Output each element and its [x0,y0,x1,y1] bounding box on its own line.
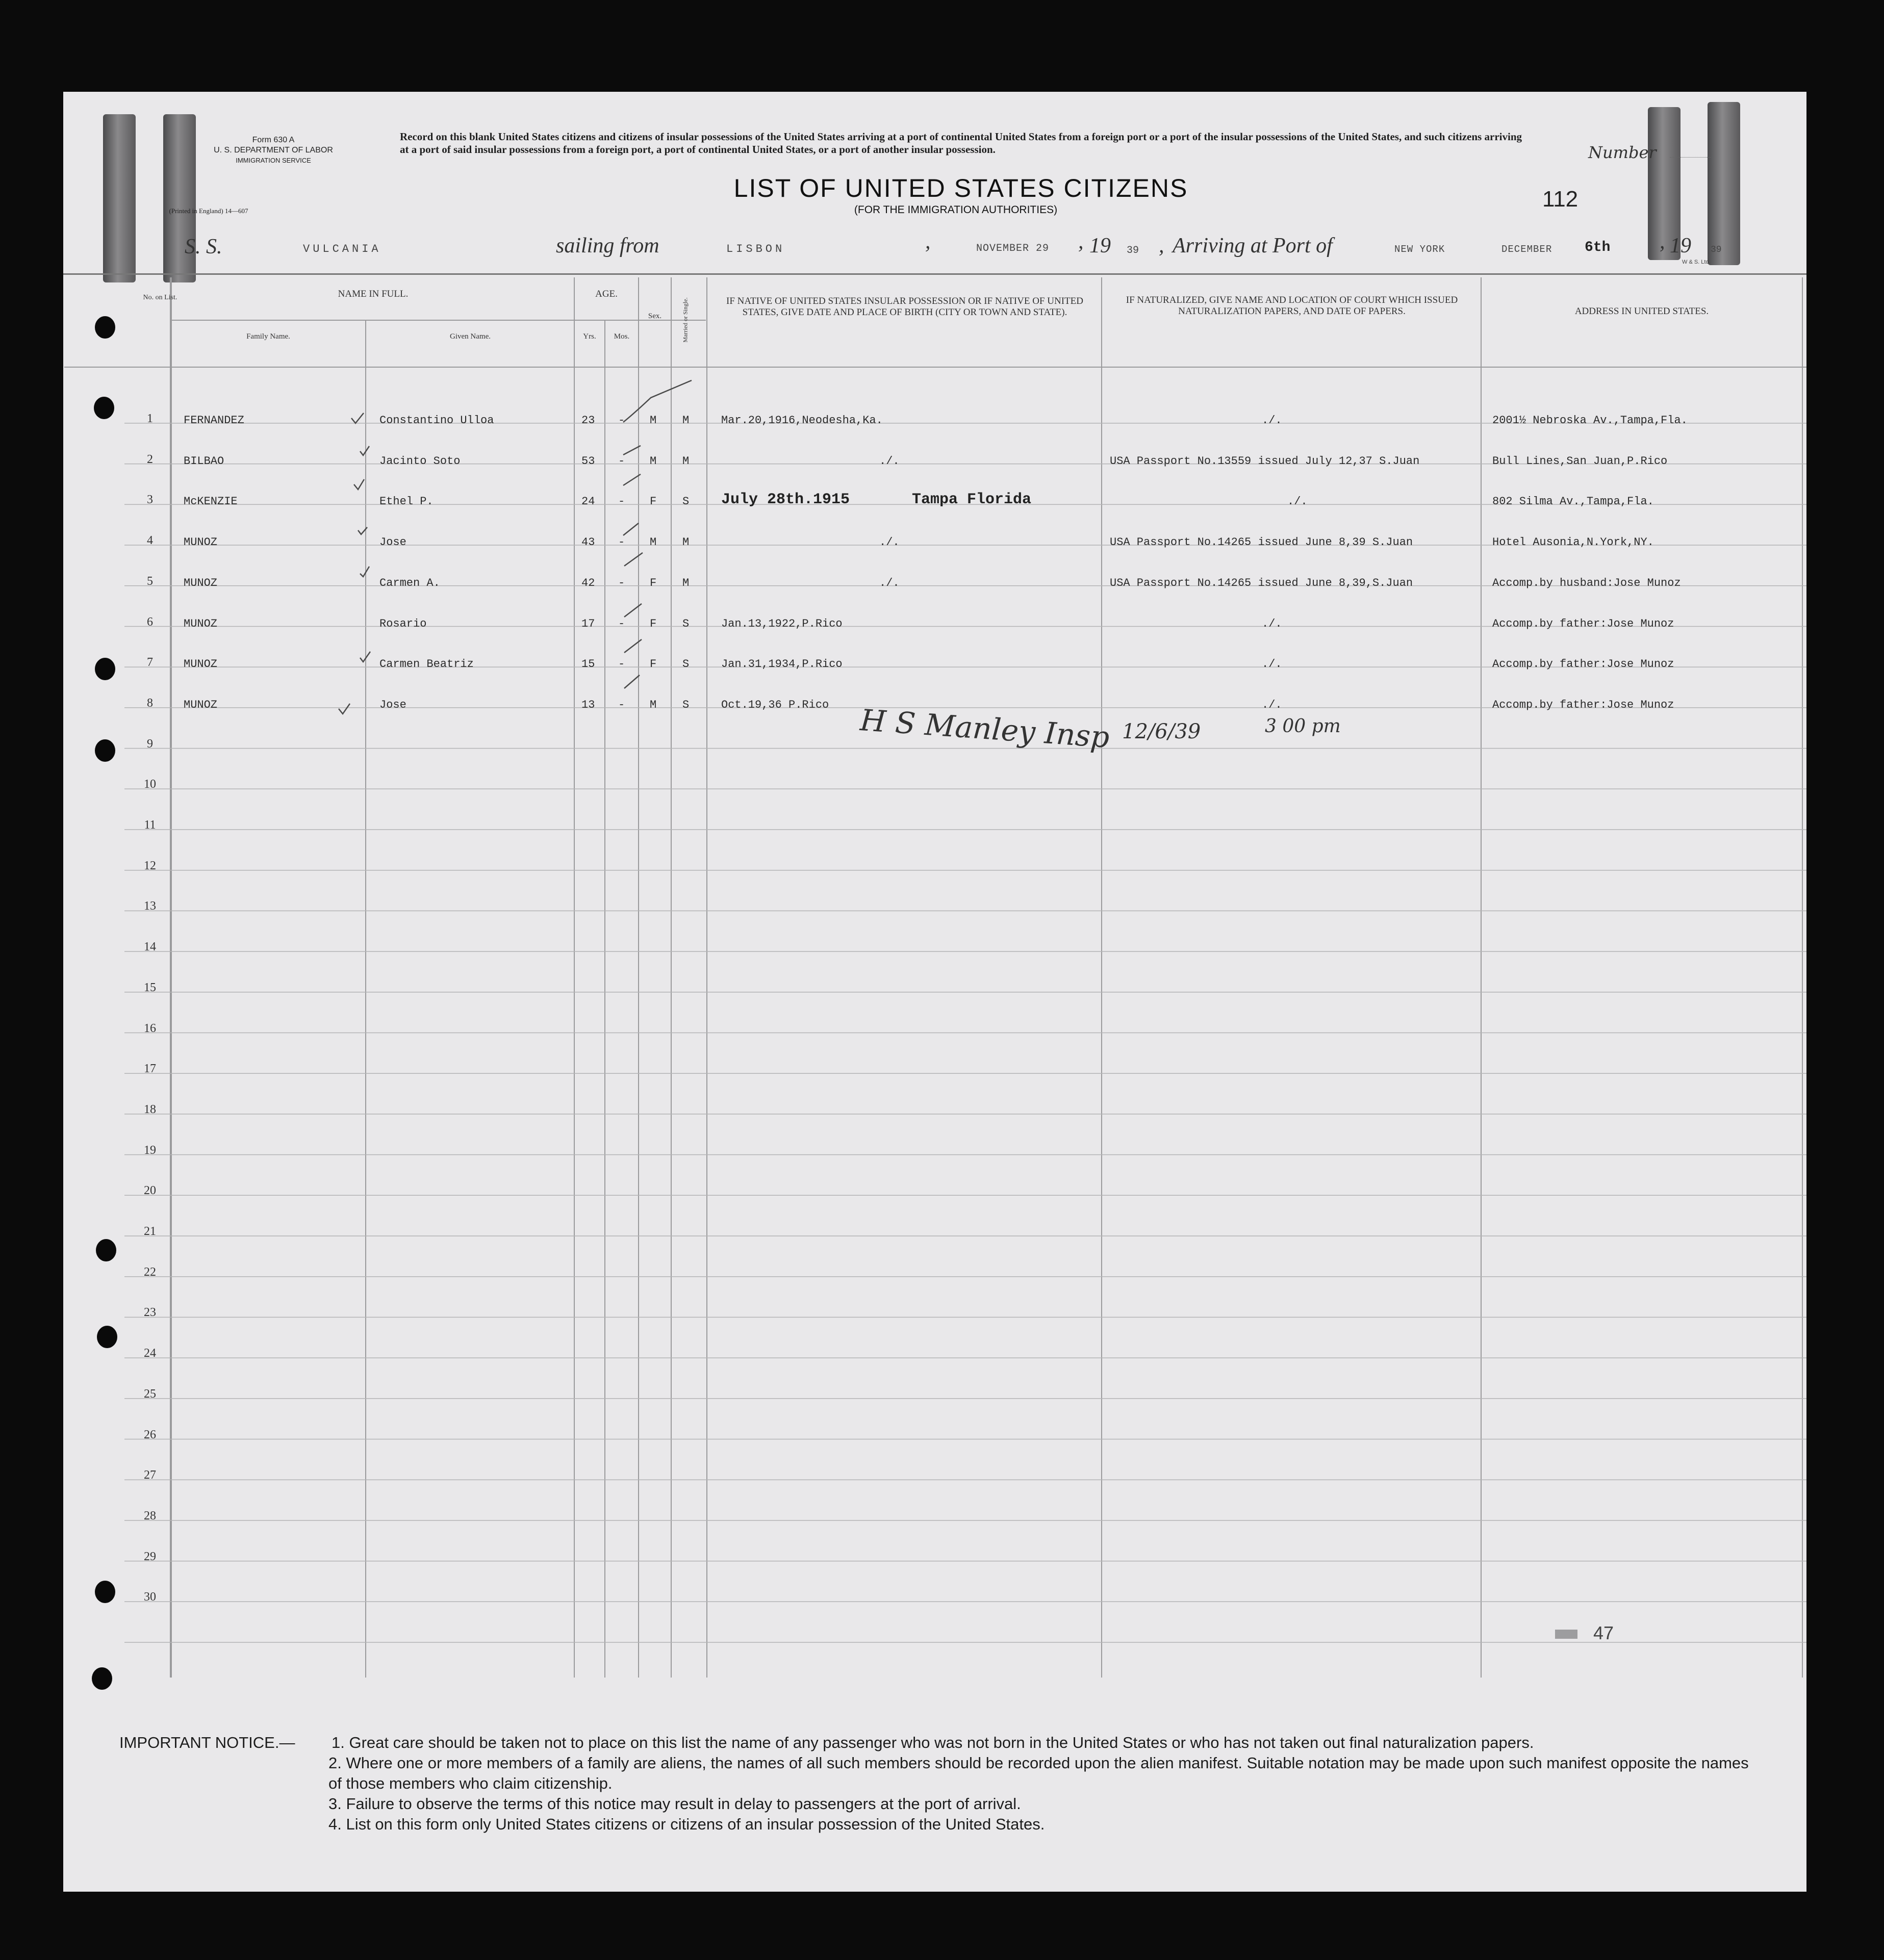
notice-item-2: 2. Where one or more members of a family are aliens, the names of all such members should be recorded upon the alien manifest. Suitable notation may be made upon such manifest opposite the names of those members who claim citizenship. [328,1754,1749,1792]
cell-given: Carmen Beatriz [379,658,474,671]
cell-mos: - [618,414,625,427]
cell-native: Oct.19,36 P.Rico [721,698,829,711]
port-from: LISBON [726,243,785,255]
cell-yrs: 23 [581,414,595,427]
row-number: 23 [144,1306,156,1320]
cell-natur: ./. [1262,414,1282,427]
binder-hole [95,658,115,680]
cell-native: Jan.31,1934,P.Rico [721,658,843,671]
row-number: 10 [144,778,156,791]
row-number: 24 [144,1347,156,1360]
comma-3: , [1660,230,1665,253]
row-number: 20 [144,1184,156,1198]
cell-given: Rosario [379,617,427,630]
form-number: Form 630 A [252,136,295,144]
arrival-month: DECEMBER [1501,244,1552,255]
notice-heading: IMPORTANT NOTICE.— [119,1734,295,1751]
cell-native-place: Tampa Florida [912,491,1032,509]
ss-label: S. S. [185,235,222,259]
cell-yrs: 42 [581,576,595,589]
cell-sex: M [650,698,657,711]
row-number: 18 [144,1102,156,1116]
col-age: AGE. [595,289,618,299]
cell-yrs: 13 [581,698,595,711]
binder-hole [95,739,115,762]
row-number: 11 [144,818,156,832]
binder-hole [92,1667,112,1690]
row-number: 5 [147,574,153,588]
cell-family: MUNOZ [184,658,218,671]
cell-mos: - [618,454,625,468]
page-title: LIST OF UNITED STATES CITIZENS [733,174,1188,202]
row-number: 4 [147,534,153,548]
row-number: 16 [144,1021,156,1035]
cell-given: Constantino Ulloa [379,414,494,427]
cell-given: Carmen A. [379,576,440,589]
intro-text: Record on this blank United States citizens and citizens of insular possessions of the United States arriving at a port of continental United States from a foreign port or a port of the insular possessions of the United States, and such citizens arriving at a port of said insular possessions from a foreign port, a port of continental United States, or a port of another insular possession. [400,131,1522,156]
binder-hole [95,316,115,339]
row-number: 13 [144,899,156,913]
cell-mos: - [618,536,625,549]
binder-hole [95,1581,115,1603]
cell-mos: - [618,495,625,508]
ship-name: VULCANIA [303,243,381,255]
cell-address: Accomp.by father:Jose Munoz [1492,658,1674,671]
manifest-sheet [63,92,1806,1892]
comma-1: , [925,230,931,253]
inspector-signature: H S Manley Insp [859,703,1111,755]
row-number: 14 [144,940,156,954]
cell-native: ./. [879,536,900,549]
row-number: 30 [144,1590,156,1604]
cell-ms: S [682,495,690,508]
cell-given: Jacinto Soto [379,454,461,468]
cell-address: 2001½ Nebroska Av.,Tampa,Fla. [1492,414,1688,427]
row-number: 12 [144,859,156,872]
cell-sex: F [650,658,657,671]
year-prefix-1: 19 [1089,234,1111,257]
binder-hole [97,1326,117,1348]
cell-address: Accomp.by husband:Jose Munoz [1492,576,1681,589]
cell-ms: M [682,536,690,549]
col-native: IF NATIVE OF UNITED STATES INSULAR POSSESSION OR IF NATIVE OF UNITED STATES, GIVE DATE AND PLACE OF BIRTH (CITY OR TOWN AND STATE). [726,296,1083,318]
cell-mos: - [618,698,625,711]
cell-sex: M [650,536,657,549]
col-given-name: Given Name. [450,332,491,341]
cell-ms: S [682,658,690,671]
cell-mos: - [618,576,625,589]
col-no: No. on List. [143,294,177,301]
cell-yrs: 43 [581,536,595,549]
row-number: 1 [147,412,153,425]
row-number: 8 [147,696,153,710]
arrival-port: NEW YORK [1394,244,1445,255]
row-number: 25 [144,1387,156,1401]
cell-natur: USA Passport No.14265 issued June 8,39,S.Juan [1110,576,1413,589]
row-number: 29 [144,1550,156,1563]
cell-ms: S [682,617,690,630]
cell-yrs: 53 [581,454,595,468]
cell-family: FERNANDEZ [184,414,244,427]
row-number: 3 [147,493,153,507]
cell-ms: M [682,576,690,589]
cell-family: MUNOZ [184,617,218,630]
comma-2: , [1078,230,1084,253]
binder-hole [96,1239,116,1261]
check-marks [63,92,1806,1892]
cell-sex: M [650,454,657,468]
cell-yrs: 17 [581,617,595,630]
arrival-day: 6th [1585,240,1611,255]
cell-ms: M [682,454,690,468]
row-number: 2 [147,452,153,466]
cell-given: Jose [379,536,406,549]
col-address: ADDRESS IN UNITED STATES. [1574,306,1709,317]
cell-address: Accomp.by father:Jose Munoz [1492,617,1674,630]
col-mos: Mos. [614,332,630,341]
cell-native: Jan.13,1922,P.Rico [721,617,843,630]
year-prefix-2: 19 [1670,234,1691,257]
cell-family: BILBAO [184,454,224,468]
col-name-in-full: NAME IN FULL. [338,289,409,299]
list-number: 112 [1542,187,1579,212]
number-label: Number [1588,143,1657,162]
cell-natur: ./. [1262,698,1282,711]
cell-natur: ./. [1287,495,1308,508]
cell-given: Ethel P. [379,495,434,508]
row-number: 19 [144,1143,156,1157]
cell-address: Bull Lines,San Juan,P.Rico [1492,454,1668,468]
row-number: 7 [147,656,153,669]
cell-natur: USA Passport No.14265 issued June 8,39 S.Juan [1110,536,1413,549]
notice-item-4: 4. List on this form only United States citizens or citizens of an insular possession of the United States. [328,1815,1045,1833]
row-number: 9 [147,737,153,751]
col-naturalized: IF NATURALIZED, GIVE NAME AND LOCATION OF COURT WHICH ISSUED NATURALIZATION PAPERS, AND DATE OF PAPERS. [1126,295,1458,317]
cell-given: Jose [379,698,406,711]
service: IMMIGRATION SERVICE [236,157,311,164]
row-number: 17 [144,1062,156,1076]
cell-natur: USA Passport No.13559 issued July 12,37 S.Juan [1110,454,1420,468]
row-number: 27 [144,1468,156,1482]
notice-item-1: 1. Great care should be taken not to place on this list the name of any passenger who was not born in the United States or who has not taken out final naturalization papers. [332,1734,1534,1751]
notice-item-3: 3. Failure to observe the terms of this notice may result in delay to passengers at the port of arrival. [328,1795,1021,1813]
signature-time: 3 00 pm [1265,716,1341,737]
printer-mark: W & S. Ltd. [1682,259,1711,265]
col-family-name: Family Name. [246,332,290,341]
cell-mos: - [618,617,625,630]
cell-family: MUNOZ [184,536,218,549]
binder-hole [94,397,114,419]
cell-address: Accomp.by father:Jose Munoz [1492,698,1674,711]
cell-ms: M [682,414,690,427]
cell-family: MUNOZ [184,698,218,711]
col-sex: Sex. [648,312,662,320]
cell-yrs: 15 [581,658,595,671]
bottom-mark: 47 [1593,1622,1614,1643]
cell-native: ./. [879,454,900,468]
cell-address: Hotel Ausonia,N.York,NY. [1492,536,1654,549]
cell-sex: M [650,414,657,427]
cell-sex: F [650,495,657,508]
cell-sex: F [650,617,657,630]
row-number: 6 [147,615,153,629]
row-number: 28 [144,1509,156,1523]
cell-native: ./. [879,576,900,589]
printed-note: (Printed in England) 14—607 [169,207,248,215]
cell-natur: ./. [1262,617,1282,630]
col-married-single: Married or Single. [681,297,689,343]
col-yrs: Yrs. [583,332,596,341]
cell-natur: ./. [1262,658,1282,671]
arrival-year: 39 [1711,245,1722,255]
cell-native: July 28th.1915 [721,491,850,509]
cell-family: MUNOZ [184,576,218,589]
row-number: 22 [144,1265,156,1279]
sailing-from-label: sailing from [556,234,659,257]
arriving-label: Arriving at Port of [1173,234,1333,257]
arriving-label-comma: , [1159,234,1164,257]
page-subtitle: (FOR THE IMMIGRATION AUTHORITIES) [854,204,1058,216]
cell-mos: - [618,658,625,671]
cell-sex: F [650,576,657,589]
cell-native: Mar.20,1916,Neodesha,Ka. [721,414,883,427]
signature-date: 12/6/39 [1122,720,1201,743]
department: U. S. DEPARTMENT OF LABOR [214,146,333,154]
cell-ms: S [682,698,690,711]
row-number: 26 [144,1428,156,1441]
departure-date: NOVEMBER 29 [976,243,1050,254]
cell-yrs: 24 [581,495,595,508]
cell-family: McKENZIE [184,495,238,508]
smudge-mark [1555,1630,1577,1639]
row-number: 21 [144,1225,156,1238]
departure-year: 39 [1127,245,1139,256]
row-number: 15 [144,981,156,994]
cell-address: 802 Silma Av.,Tampa,Fla. [1492,495,1654,508]
